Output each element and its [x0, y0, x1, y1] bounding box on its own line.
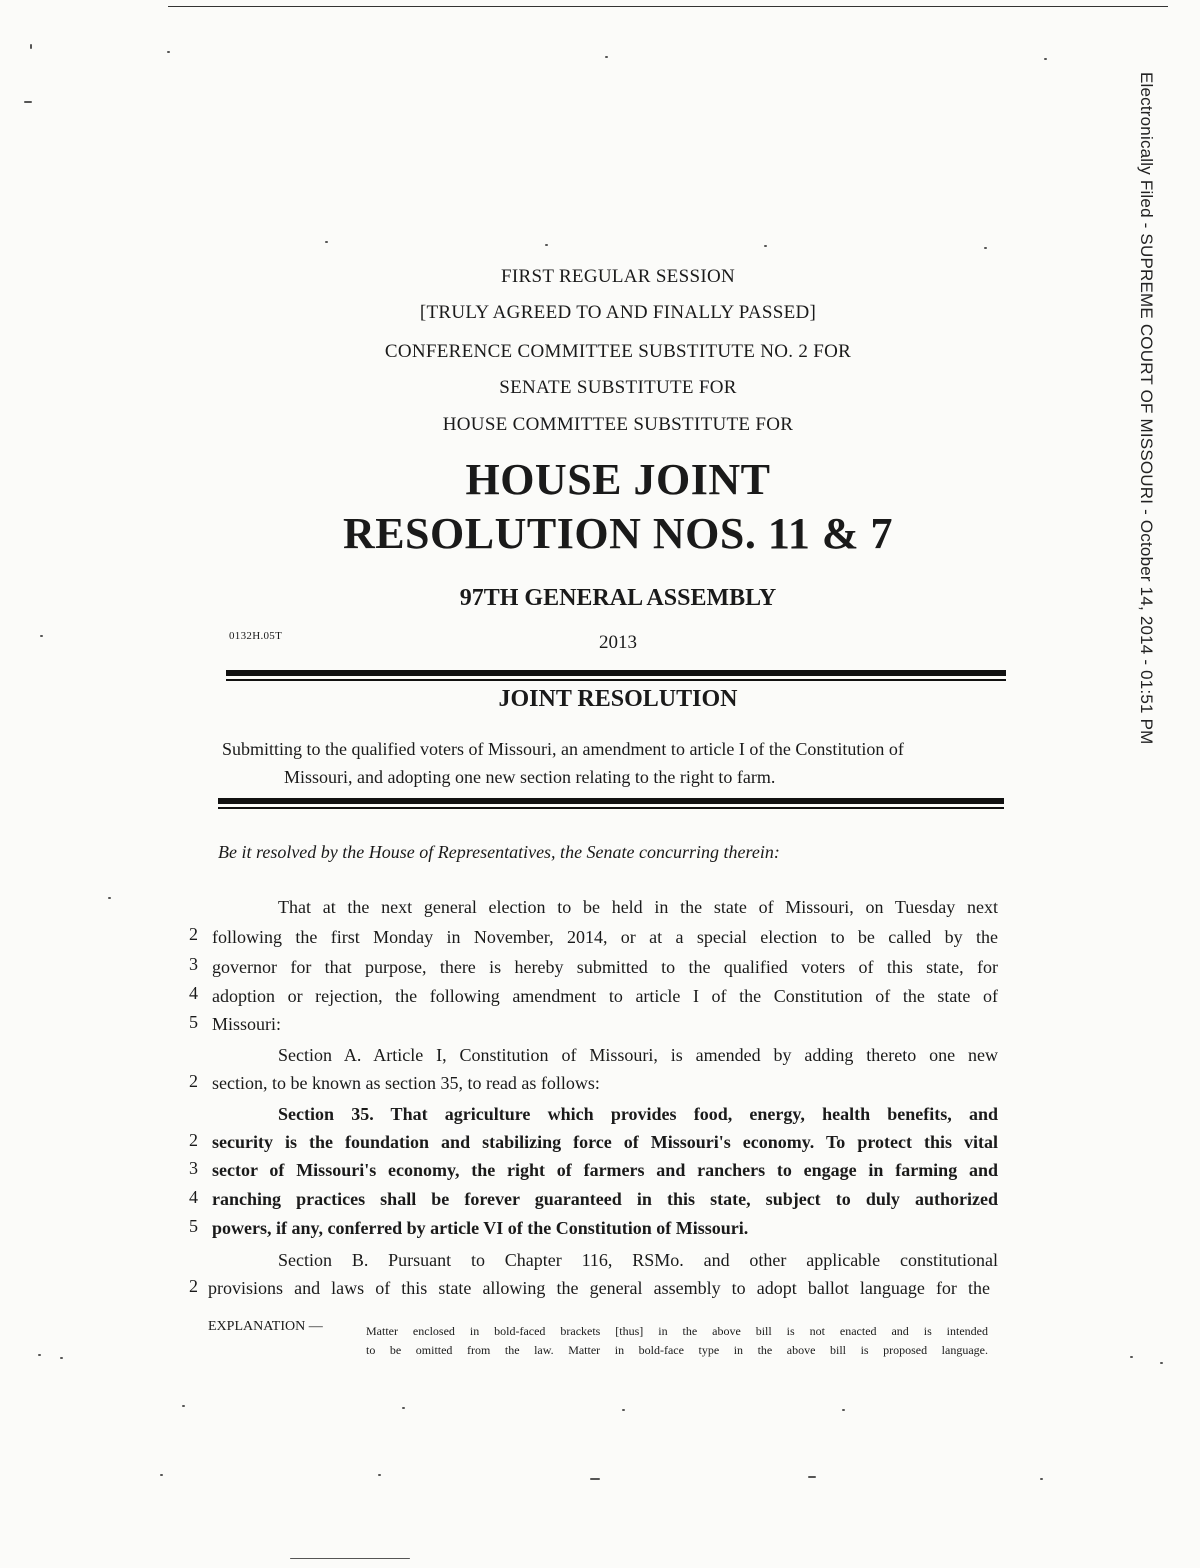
body-line: Section 35. That agriculture which provides food, energy, health benefits, and — [278, 1104, 998, 1124]
ccs-heading: CONFERENCE COMMITTEE SUBSTITUTE NO. 2 FOR — [384, 341, 852, 362]
scan-speck — [605, 56, 608, 58]
scan-speck — [1130, 1356, 1133, 1358]
scan-speck — [622, 1409, 625, 1411]
resolution-summary — [222, 735, 1008, 791]
body-line: adoption or rejection, the following amendment to article I of the Constitution of the state of — [212, 986, 998, 1006]
line-number: 4 — [189, 1187, 198, 1207]
scan-speck — [590, 1478, 600, 1480]
scan-speck — [1044, 58, 1047, 60]
body-line: Missouri: — [212, 1014, 282, 1034]
line-number: 2 — [189, 1071, 198, 1091]
line-number: 3 — [189, 1158, 198, 1178]
scan-speck — [984, 247, 987, 249]
thin-rule-top — [226, 679, 1006, 681]
explanation-line-1: Matter enclosed in bold-faced brackets [thus] in the above bill is not enacted and is intended — [366, 1324, 988, 1338]
scan-speck — [30, 44, 32, 49]
scan-speck — [1040, 1478, 1043, 1480]
scan-speck — [167, 51, 170, 53]
joint-resolution-heading: JOINT RESOLUTION — [498, 686, 738, 712]
scan-speck — [325, 241, 328, 243]
line-number: 3 — [189, 954, 198, 974]
line-number: 2 — [189, 1130, 198, 1150]
general-assembly: 97TH GENERAL ASSEMBLY — [459, 585, 777, 611]
scan-speck — [40, 635, 43, 637]
body-line: ranching practices shall be forever guaranteed in this state, subject to duly authorized — [212, 1189, 998, 1209]
heavy-rule-top — [226, 670, 1006, 676]
filing-stamp: Electronically Filed - SUPREME COURT OF MISSOURI - October 14, 2014 - 01:51 PM — [1137, 72, 1156, 745]
scan-speck — [38, 1354, 41, 1356]
scan-speck — [182, 1405, 185, 1407]
body-line: powers, if any, conferred by article VI of the Constitution of Missouri. — [212, 1218, 749, 1238]
line-number: 5 — [189, 1012, 198, 1032]
body-line: That at the next general election to be held in the state of Missouri, on Tuesday next — [278, 897, 998, 917]
body-line: Section B. Pursuant to Chapter 116, RSMo. and other applicable constitutional — [278, 1250, 998, 1270]
line-number: 4 — [189, 983, 198, 1003]
summary-line-2: Missouri, and adopting one new section relating to the right to farm. — [284, 767, 776, 787]
scan-speck — [108, 897, 111, 899]
scan-speck — [290, 1558, 410, 1559]
scan-speck — [842, 1409, 845, 1411]
scan-speck — [764, 245, 767, 247]
resolving-clause: Be it resolved by the House of Representatives, the Senate concurring therein: — [218, 842, 780, 862]
line-number: 5 — [189, 1216, 198, 1236]
top-edge-line — [168, 6, 1168, 7]
scan-speck — [808, 1476, 816, 1478]
explanation-text — [366, 1322, 988, 1360]
line-number: 2 — [189, 924, 198, 944]
heavy-rule-bottom — [218, 798, 1004, 804]
scan-speck — [24, 101, 32, 103]
hcs-heading: HOUSE COMMITTEE SUBSTITUTE FOR — [442, 414, 794, 435]
scan-speck — [160, 1474, 163, 1476]
thin-rule-bottom — [218, 807, 1004, 809]
bill-code: 0132H.05T — [229, 630, 283, 642]
line-number: 2 — [189, 1276, 198, 1296]
summary-line-1: Submitting to the qualified voters of Missouri, an amendment to article I of the Constitution of — [222, 739, 904, 759]
scan-speck — [60, 1357, 63, 1359]
session-heading: FIRST REGULAR SESSION — [501, 266, 735, 287]
scan-speck — [378, 1474, 381, 1476]
ss-heading: SENATE SUBSTITUTE FOR — [499, 377, 737, 398]
body-line: security is the foundation and stabilizing force of Missouri's economy. To protect this vital — [212, 1132, 998, 1152]
explanation-label: EXPLANATION — — [208, 1319, 323, 1334]
session-year: 2013 — [599, 632, 637, 653]
body-line: Section A. Article I, Constitution of Missouri, is amended by adding thereto one new — [278, 1045, 998, 1065]
passed-heading: [TRULY AGREED TO AND FINALLY PASSED] — [419, 302, 817, 323]
body-line: following the first Monday in November, 2014, or at a special election to be called by the — [212, 927, 998, 947]
body-line: sector of Missouri's economy, the right of farmers and ranchers to engage in farming and — [212, 1160, 998, 1180]
scan-speck — [1160, 1362, 1163, 1364]
explanation-line-2: to be omitted from the law. Matter in bold-face type in the above bill is proposed language. — [366, 1343, 988, 1357]
body-line: section, to be known as section 35, to read as follows: — [212, 1073, 600, 1093]
body-line: provisions and laws of this state allowing the general assembly to adopt ballot language for the — [208, 1278, 990, 1298]
document-title-line2: RESOLUTION NOS. 11 & 7 — [342, 509, 894, 558]
scan-speck — [545, 244, 548, 246]
document-title-line1: HOUSE JOINT — [465, 455, 771, 504]
body-line: governor for that purpose, there is hereby submitted to the qualified voters of this state, for — [212, 957, 998, 977]
scan-speck — [402, 1407, 405, 1409]
